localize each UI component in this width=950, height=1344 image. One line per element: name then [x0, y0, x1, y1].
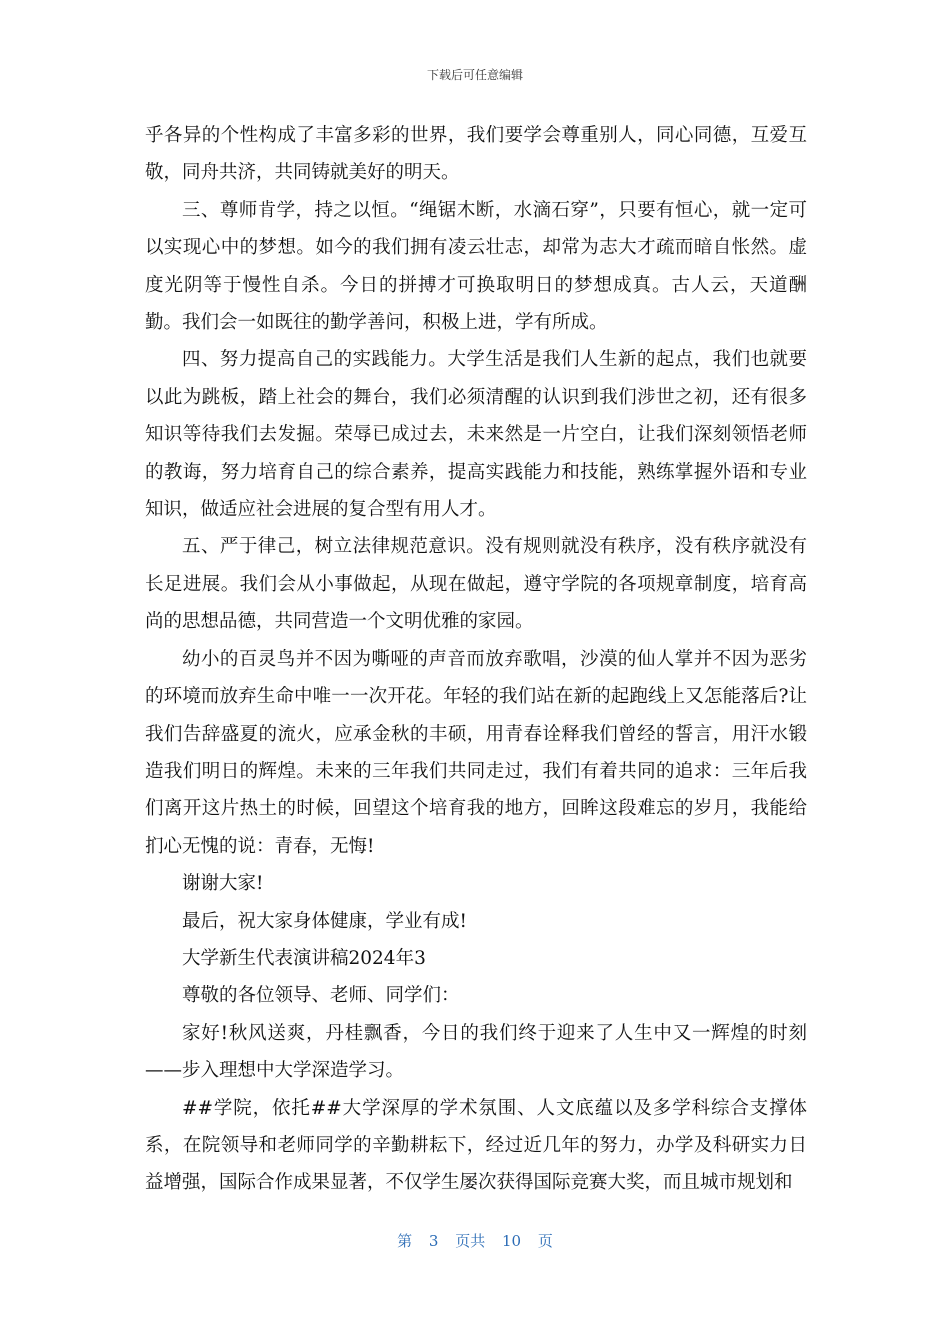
paragraph: 五、严于律己，树立法律规范意识。没有规则就没有秩序，没有秩序就没有长足进展。我们会从小事做起，从现在做起，遵守学院的各项规章制度，培育高尚的思想品德，共同营造一个文明优雅的家园。	[145, 536, 807, 633]
paragraph: 四、努力提高自己的实践能力。大学生活是我们人生新的起点，我们也就要以此为跳板，踏上社会的舞台，我们必须清醒的认识到我们涉世之初，还有很多知识等待我们去发掘。荣辱已成过去，未来然是一片空白，让我们深刻领悟老师的教诲，努力培育自己的综合素养，提高实践能力和技能，熟练掌握外语和专业知识，做适应社会进展的复合型有用人才。	[145, 349, 807, 521]
paragraph: 家好!秋风送爽，丹桂飘香，今日的我们终于迎来了人生中又一辉煌的时刻——步入理想中大学深造学习。	[145, 1022, 807, 1082]
page-header: 下载后可任意编辑	[426, 68, 523, 82]
section-title: 大学新生代表演讲稿2024年3	[182, 947, 426, 969]
footer-suffix: 页	[537, 1232, 553, 1250]
footer-prefix: 第	[397, 1232, 413, 1250]
page-footer	[0, 1230, 950, 1251]
paragraph: ##学院，依托##大学深厚的学术氛围、人文底蕴以及多学科综合支撑体系，在院领导和老师同学的辛勤耕耘下，经过近几年的努力，办学及科研实力日益增强，国际合作成果显著，不仅学生屡次获得国际竞赛大奖，而且城市规划和	[145, 1097, 807, 1194]
document-body	[145, 117, 807, 1202]
footer-middle: 页共	[455, 1232, 486, 1250]
current-page-number: 3	[428, 1232, 439, 1250]
paragraph: 幼小的百灵鸟并不因为嘶哑的声音而放弃歌唱，沙漠的仙人掌并不因为恶劣的环境而放弃生命中唯一一次开花。年轻的我们站在新的起跑线上又怎能落后?让我们告辞盛夏的流火，应承金秋的丰硕，用青春诠释我们曾经的誓言，用汗水锻造我们明日的辉煌。未来的三年我们共同走过，我们有着共同的追求：三年后我们离开这片热土的时候，回望这个培育我的地方，回眸这段难忘的岁月，我能给扪心无愧的说：青春，无悔!	[145, 648, 807, 857]
paragraph: 三、尊师肯学，持之以恒。“绳锯木断，水滴石穿”，只要有恒心，就一定可以实现心中的梦想。如今的我们拥有凌云壮志，却常为志大才疏而暗自怅然。虚度光阴等于慢性自杀。今日的拼搏才可换取明日的梦想成真。古人云，天道酬勤。我们会一如既往的勤学善问，积极上进，学有所成。	[145, 199, 807, 334]
paragraph: 谢谢大家!	[182, 873, 264, 895]
paragraph: 最后，祝大家身体健康，学业有成!	[182, 910, 467, 932]
total-pages-number: 10	[502, 1232, 522, 1250]
salutation: 尊敬的各位领导、老师、同学们：	[182, 985, 460, 1007]
paragraph: 乎各异的个性构成了丰富多彩的世界，我们要学会尊重别人，同心同德，互爱互敬，同舟共济，共同铸就美好的明天。	[145, 125, 807, 184]
